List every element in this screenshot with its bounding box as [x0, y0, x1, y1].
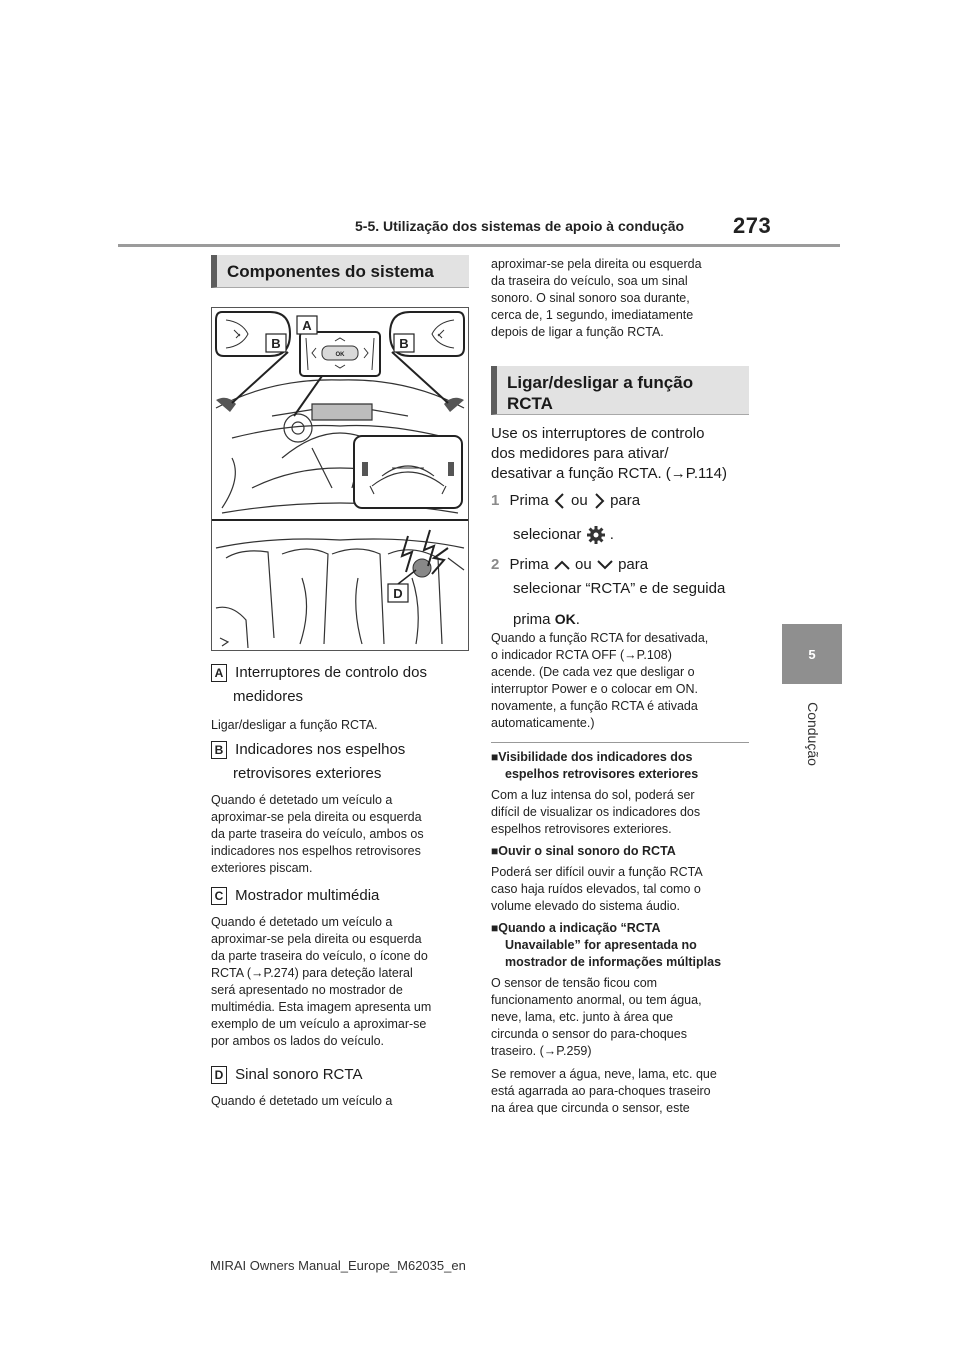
chevron-up-icon: [553, 558, 571, 572]
item-tag-d: D: [211, 1066, 227, 1084]
section-heading-components: Componentes do sistema: [211, 255, 469, 288]
item-c-title: Mostrador multimédia: [235, 887, 380, 904]
item-tag-a: A: [211, 664, 227, 682]
figure-label-b-left: B: [271, 336, 281, 351]
figure-label-d: D: [393, 586, 403, 601]
note-visibility: ■Visibilidade dos indicadores dos espelhos retrovisores exteriores Com a luz intensa do sol, poderá ser difícil de visualizar os indicadores dos espelhos retrovisores exteriores.: [491, 750, 701, 836]
step-2-number: 2: [491, 556, 500, 573]
chevron-right-icon: [592, 492, 606, 510]
component-item-b: [211, 738, 471, 877]
ok-button-label: OK: [335, 352, 345, 358]
item-tag-c: C: [211, 887, 227, 905]
item-a-desc: Ligar/desligar a função RCTA.: [211, 718, 378, 732]
gear-icon: [586, 525, 606, 545]
section-heading-toggle-rcta: Ligar/desligar a função RCTA: [491, 366, 749, 415]
step-1-number: 1: [491, 492, 500, 509]
ok-label: OK: [554, 611, 576, 627]
component-item-c: [211, 884, 471, 1050]
chevron-left-icon: [553, 492, 567, 510]
item-b-desc: Quando é detetado um veículo a aproximar-se pela direita ou esquerda da parte traseira do veículo, ambos os indicadores nos espelhos retrovisores exteriores piscam.: [211, 793, 424, 875]
running-header-title: 5-5. Utilização dos sistemas de apoio à condução: [355, 218, 685, 234]
item-c-desc: Quando é detetado um veículo a aproximar-se pela direita ou esquerda da parte traseira do veículo, o ícone do RCTA (→P.274) para deteção lateral será apresentado no mostrador de multimédia. Esta imagem apresenta um exemplo de um veículo a aproximar-se por ambos os lados do veículo.: [211, 915, 432, 1048]
component-item-d: [211, 1063, 471, 1110]
footer-manual-id: MIRAI Owners Manual_Europe_M62035_en: [210, 1258, 466, 1273]
item-tag-b: B: [211, 741, 227, 759]
page-number: 273: [733, 213, 772, 238]
item-a-title-line2: medidores: [233, 688, 304, 705]
component-item-a: [211, 661, 471, 734]
dashboard-illustration: [212, 308, 468, 650]
step-1: 1 Prima ou para selecionar .: [491, 488, 761, 548]
item-d-title: Sinal sonoro RCTA: [235, 1066, 363, 1083]
note-unavailable: ■Quando a indicação “RCTA Unavailable” for apresentada no mostrador de informações múltiplas O sensor de tensão ficou com funcionamento anormal, ou tem água, neve, lama, etc. junto à área que circunda o sensor do para-choques traseiro. (→P.259) Se remover a água, neve, lama, etc. que está agarrada ao para-choques traseiro na área que circunda o sensor, este: [491, 921, 722, 1115]
item-d-desc: Quando é detetado um veículo a: [211, 1094, 393, 1108]
figure-label-b-right: B: [399, 336, 409, 351]
item-a-title: Interruptores de controlo dos: [235, 664, 427, 681]
figure-label-a: A: [302, 318, 312, 333]
note-buzzer: ■Ouvir o sinal sonoro do RCTA Poderá ser difícil ouvir a função RCTA caso haja ruídos elevados, tal como o volume elevado do sistema áudio.: [491, 844, 703, 913]
continued-paragraph: aproximar-se pela direita ou esquerda da traseira do veículo, soa um sinal sonoro. O sinal sonoro soa durante, cerca de, 1 segundo, imediatamente depois de ligar a função RCTA.: [491, 257, 702, 339]
deactivation-note: Quando a função RCTA for desativada, o indicador RCTA OFF (→P.108) acende. (De cada vez que desligar o interruptor Power e o colocar em ON. novamente, a função RCTA é ativada automaticamente.): [491, 631, 709, 730]
item-b-title: Indicadores nos espelhos: [235, 741, 406, 758]
header-divider: [118, 244, 840, 247]
chevron-down-icon: [596, 558, 614, 572]
item-b-title-line2: retrovisores exteriores: [233, 765, 382, 782]
system-components-figure: [211, 307, 469, 651]
chapter-tab-number: 5: [782, 624, 842, 684]
notes-divider: [491, 742, 749, 743]
intro-paragraph: Use os interruptores de controlo dos medidores para ativar/ desativar a função RCTA. (→P.114): [491, 425, 727, 482]
step-2: 2 Prima ou para selecionar “RCTA” e de seguida prima OK.: [491, 556, 726, 628]
chapter-tab-label: Condução: [805, 702, 821, 766]
